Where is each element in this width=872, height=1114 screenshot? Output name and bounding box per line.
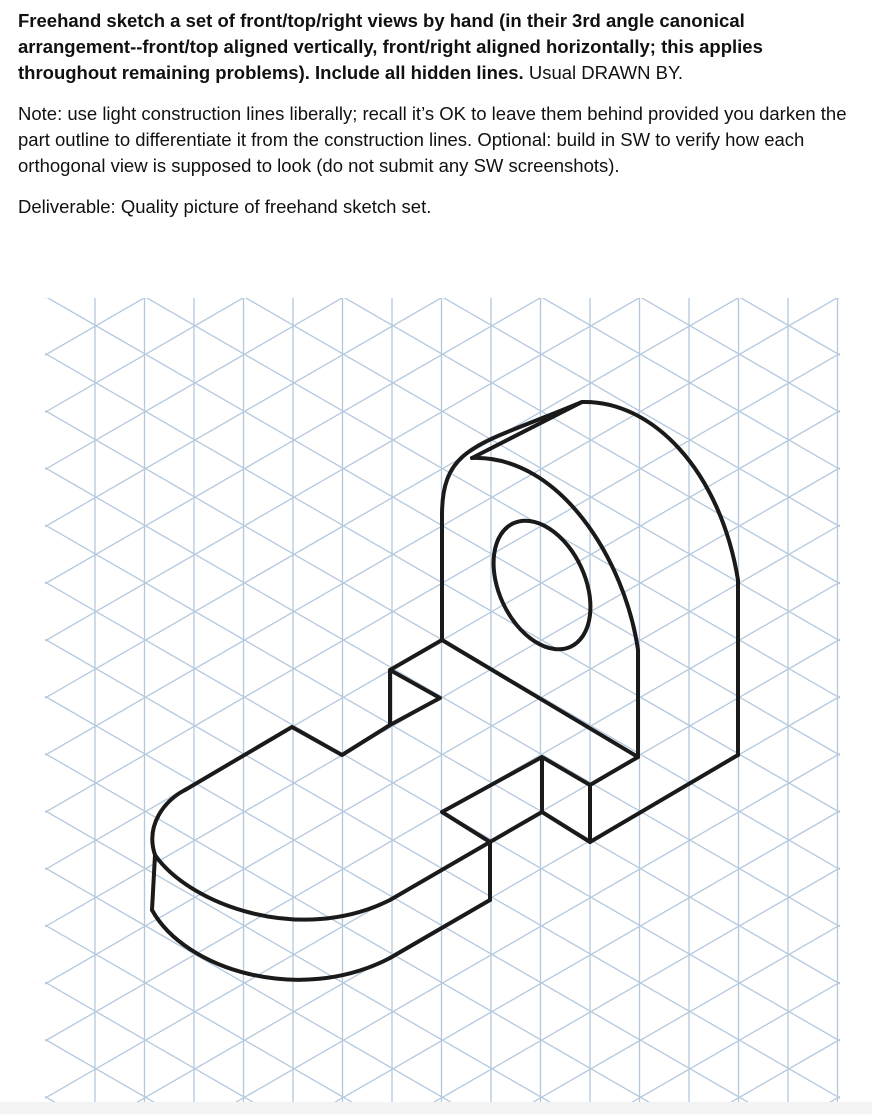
instructions (18, 8, 854, 235)
grid-diagonal-up (45, 290, 840, 355)
task-normal-text: Usual DRAWN BY. (523, 62, 684, 83)
grid-diagonal-down (45, 811, 840, 1114)
notch-2 (185, 725, 390, 790)
isometric-grid (45, 290, 840, 1114)
notch-1 (390, 640, 442, 725)
grid-diagonal-down (45, 290, 840, 298)
notch-3 (442, 757, 590, 842)
grid-diagonal-up (45, 868, 840, 1114)
base-left-edge (152, 855, 155, 910)
grid-diagonal-up (45, 982, 840, 1114)
grid-diagonal-up (45, 290, 840, 469)
grid-diagonal-down (45, 868, 840, 1114)
part-outline (152, 402, 738, 980)
grid-diagonal-down (45, 290, 840, 469)
grid-diagonal-down (45, 290, 840, 355)
base-edge-2 (590, 757, 638, 785)
wall-top-edge (472, 402, 582, 458)
grid-diagonal-up (45, 925, 840, 1114)
wall-inner-arch (472, 458, 638, 757)
grid-diagonal-up (45, 290, 840, 298)
isometric-sketch (0, 290, 872, 1114)
isometric-figure (0, 290, 872, 1114)
note-paragraph: Note: use light construction lines liberally; recall it’s OK to leave them behind provided you darken the part outline to differentiate it from the construction lines. Optional: build in SW to verify how each orthogonal view is supposed to look (do not submit any SW screenshots). (18, 103, 847, 176)
deliverable-paragraph: Deliverable: Quality picture of freehand sketch set. (18, 196, 432, 217)
bottom-bar (0, 1102, 872, 1114)
grid-diagonal-down (45, 925, 840, 1114)
task-bold-text: Freehand sketch a set of front/top/right views by hand (in their 3rd angle canonical arrangement--front/top aligned vertically, front/right aligned horizontally; this applies throughout remaining problems). Include all hidden lines. (18, 10, 763, 83)
grid-diagonal-down (45, 982, 840, 1114)
grid-diagonal-up (45, 811, 840, 1114)
base-rounded-bottom (152, 900, 490, 980)
task-paragraph (18, 8, 854, 86)
